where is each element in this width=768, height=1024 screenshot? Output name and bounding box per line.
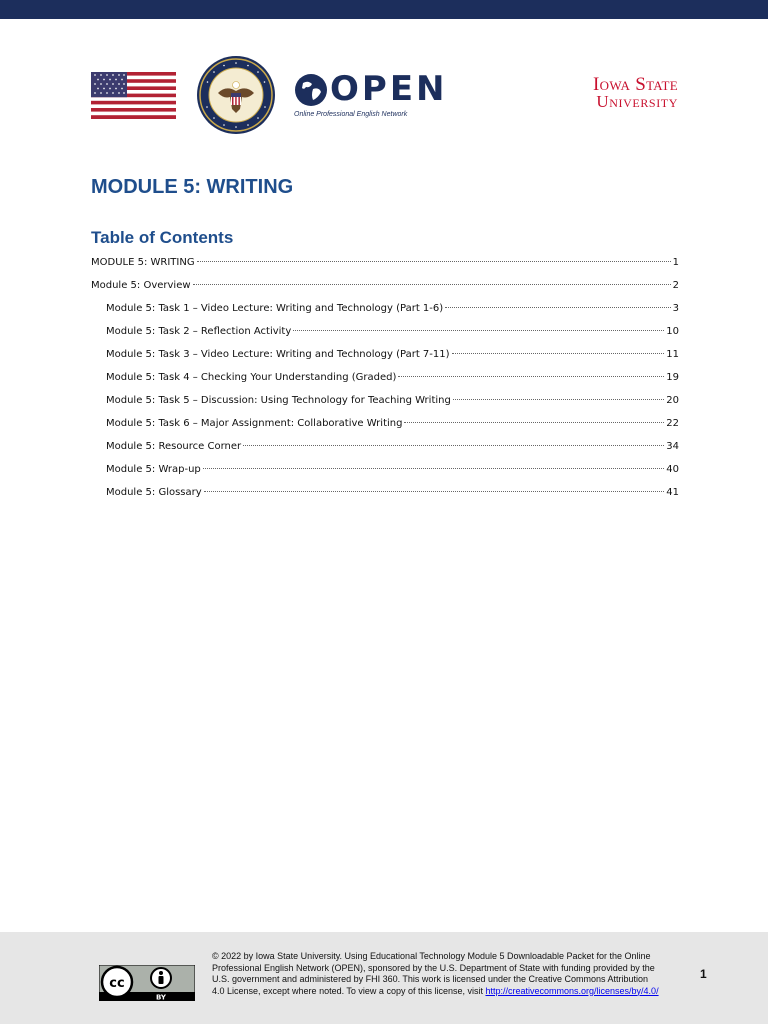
page-footer — [0, 932, 768, 1024]
creative-commons-by-badge — [99, 965, 195, 1001]
module-title: MODULE 5: WRITING — [91, 176, 294, 198]
toc-heading: Table of Contents — [91, 228, 234, 247]
iowa-state-university-logo — [560, 76, 678, 110]
us-flag-icon — [91, 72, 176, 119]
toc-dot-leader — [453, 399, 664, 400]
toc-entry-page: 22 — [666, 418, 679, 429]
toc-dot-leader — [193, 284, 671, 285]
toc-dot-leader — [293, 330, 664, 331]
toc-entry[interactable] — [91, 394, 679, 417]
license-link[interactable]: http://creativecommons.org/licenses/by/4.0/ — [485, 985, 659, 996]
toc-entry[interactable] — [91, 325, 679, 348]
toc-entry-label: Module 5: Glossary — [106, 487, 202, 498]
toc-entry-page: 3 — [672, 303, 679, 314]
attribution-person-icon — [151, 968, 171, 988]
top-bar — [0, 0, 768, 19]
toc-entry-page: 34 — [666, 441, 679, 452]
toc-entry-label: Module 5: Resource Corner — [106, 441, 242, 452]
table-of-contents — [91, 256, 679, 509]
toc-entry[interactable] — [91, 348, 679, 371]
open-logo-word: OPEN — [330, 69, 448, 109]
toc-entry-page: 2 — [672, 280, 679, 291]
toc-entry-page: 11 — [666, 349, 679, 360]
cc-badge-label: BY — [155, 993, 167, 1001]
toc-entry-page: 10 — [666, 326, 679, 337]
toc-entry-page: 1 — [672, 257, 679, 268]
toc-dot-leader — [203, 468, 664, 469]
open-logo-subtitle: Online Professional English Network — [294, 111, 408, 118]
toc-entry[interactable] — [91, 417, 679, 440]
toc-entry-label: Module 5: Task 1 – Video Lecture: Writing and Technology (Part 1-6) — [106, 303, 444, 314]
toc-entry[interactable] — [91, 302, 679, 325]
toc-dot-leader — [452, 353, 665, 354]
globe-icon — [294, 73, 328, 107]
toc-entry-label: Module 5: Overview — [91, 280, 191, 291]
toc-entry-page: 19 — [666, 372, 679, 383]
toc-entry-page: 41 — [666, 487, 679, 498]
toc-entry-label: Module 5: Task 4 – Checking Your Understanding (Graded) — [106, 372, 397, 383]
toc-dot-leader — [197, 261, 671, 262]
toc-entry[interactable] — [91, 463, 679, 486]
toc-dot-leader — [398, 376, 664, 377]
toc-dot-leader — [243, 445, 664, 446]
isu-logo-line1: Iowa State — [593, 74, 678, 95]
svg-text:cc: cc — [109, 976, 125, 991]
toc-dot-leader — [445, 307, 670, 308]
creative-commons-icon — [102, 967, 132, 997]
toc-entry-label: Module 5: Task 5 – Discussion: Using Technology for Teaching Writing — [106, 395, 451, 406]
toc-entry[interactable] — [91, 486, 679, 509]
toc-entry-label: Module 5: Task 2 – Reflection Activity — [106, 326, 292, 337]
toc-entry[interactable] — [91, 371, 679, 394]
isu-logo-line2: University — [596, 92, 678, 111]
toc-entry[interactable] — [91, 440, 679, 463]
license-text-body: © 2022 by Iowa State University. Using Educational Technology Module 5 Downloadable Packet for the Online Professional English Network (OPEN), sponsored by the U.S. Department of State with funding provided by the U.S. government and administered by FHI 360. This work is licensed under the Creative Commons Attribution 4.0 License, except where noted. To view a copy of this license, visit — [212, 951, 655, 996]
open-logo — [294, 69, 448, 122]
toc-entry[interactable] — [91, 256, 679, 279]
toc-dot-leader — [404, 422, 664, 423]
license-text — [212, 951, 662, 997]
page-number: 1 — [700, 967, 707, 981]
toc-dot-leader — [204, 491, 665, 492]
toc-entry[interactable] — [91, 279, 679, 302]
toc-entry-page: 40 — [666, 464, 679, 475]
department-of-state-seal-icon — [196, 55, 276, 135]
toc-entry-label: MODULE 5: WRITING — [91, 257, 195, 268]
toc-entry-label: Module 5: Task 3 – Video Lecture: Writing and Technology (Part 7-11) — [106, 349, 450, 360]
toc-entry-page: 20 — [666, 395, 679, 406]
toc-entry-label: Module 5: Wrap-up — [106, 464, 201, 475]
toc-entry-label: Module 5: Task 6 – Major Assignment: Collaborative Writing — [106, 418, 403, 429]
